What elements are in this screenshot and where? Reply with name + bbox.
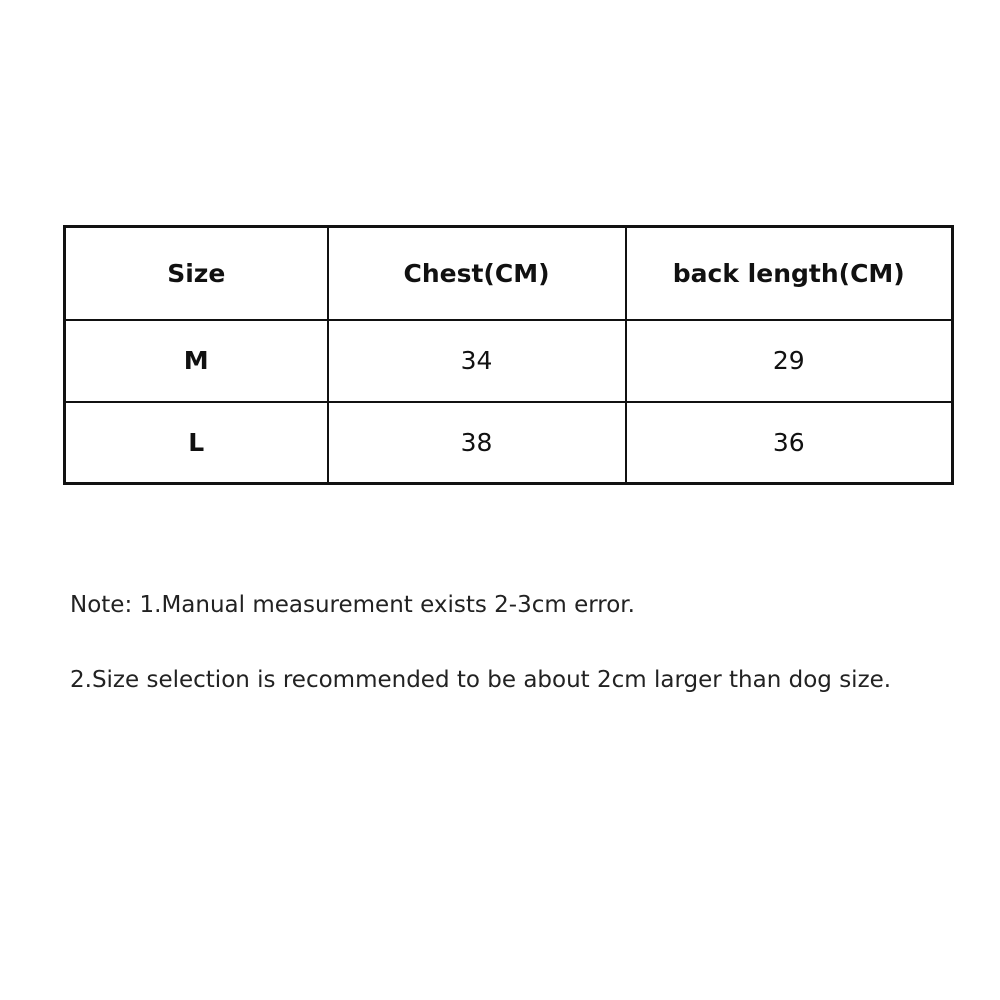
table-header-row (65, 227, 953, 320)
header-back-length: back length(CM) (626, 227, 953, 320)
header-chest: Chest(CM) (328, 227, 626, 320)
size-cell: L (65, 402, 328, 484)
size-cell: M (65, 320, 328, 402)
note-line-1: Note: 1.Manual measurement exists 2-3cm error. (70, 592, 635, 618)
table-row (65, 402, 953, 484)
table-row (65, 320, 953, 402)
chest-cell: 38 (328, 402, 626, 484)
header-size: Size (65, 227, 328, 320)
back-length-cell: 36 (626, 402, 953, 484)
chest-cell: 34 (328, 320, 626, 402)
size-chart-table (63, 225, 954, 485)
back-length-cell: 29 (626, 320, 953, 402)
note-line-2: 2.Size selection is recommended to be about 2cm larger than dog size. (70, 667, 892, 693)
